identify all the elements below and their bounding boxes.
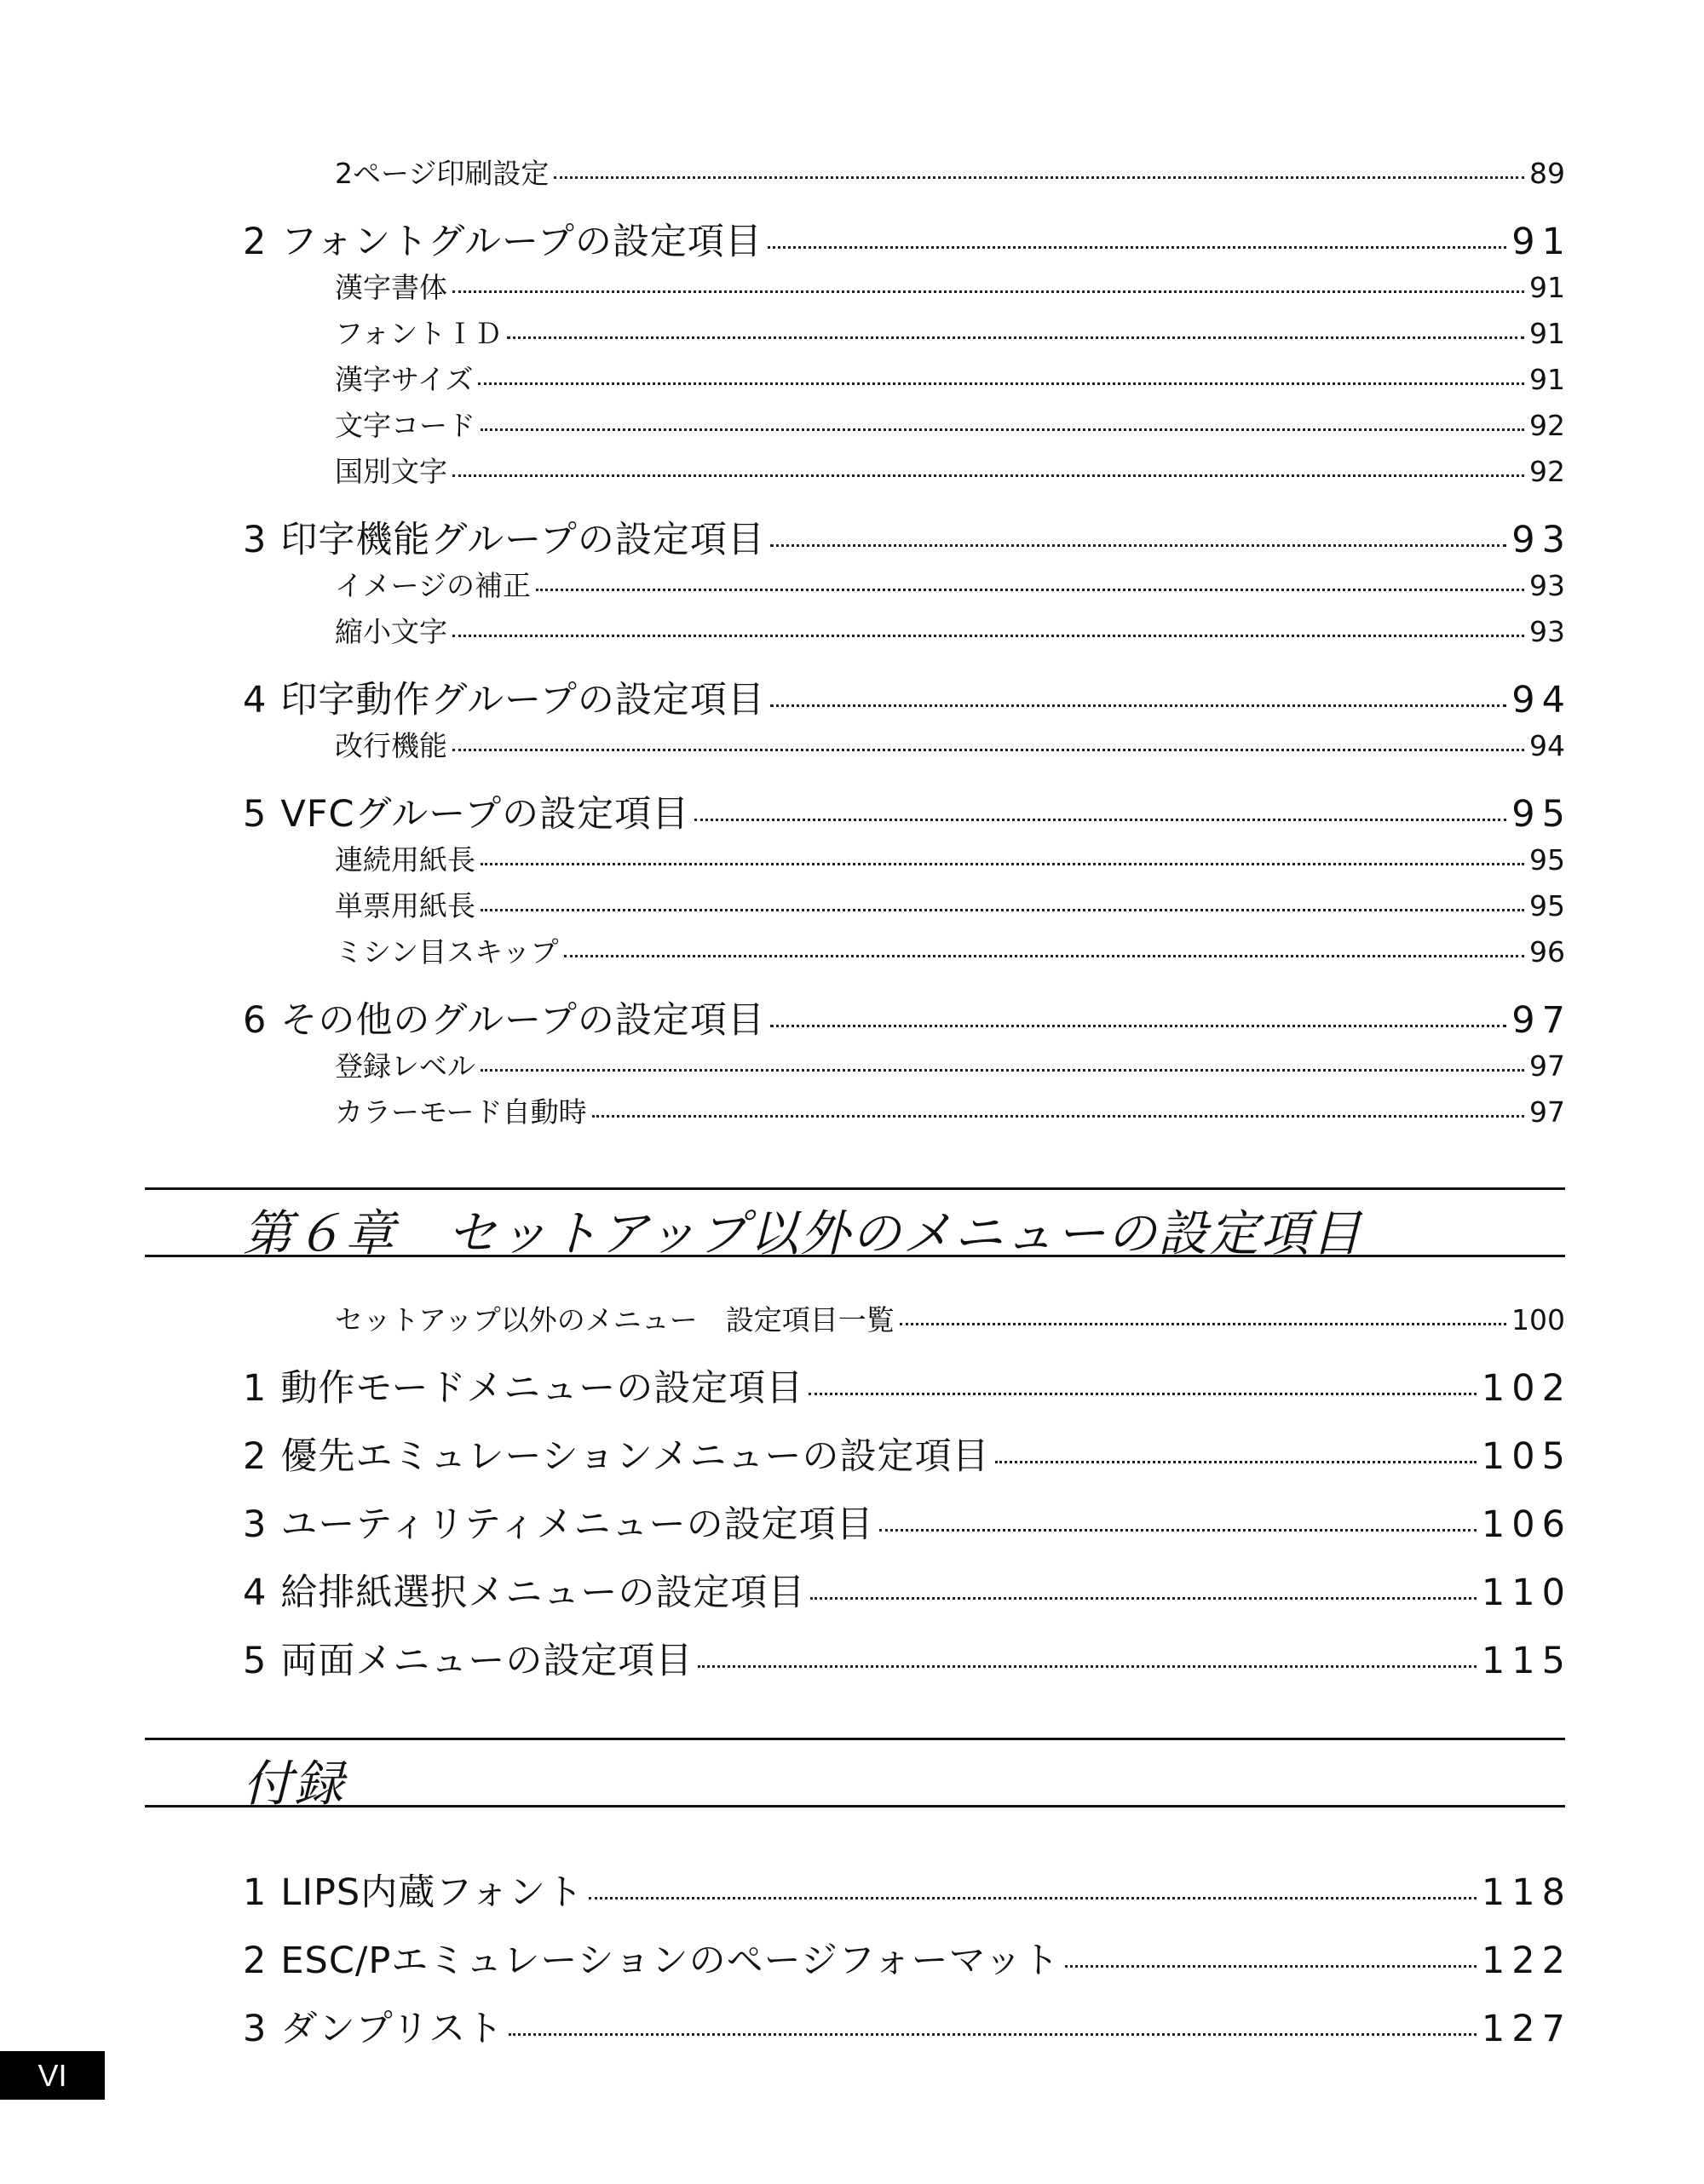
toc-entry-label: 漢字サイズ bbox=[335, 363, 474, 396]
toc-section[interactable] bbox=[243, 785, 1572, 838]
dot-leader bbox=[770, 1025, 1506, 1027]
toc-entry[interactable] bbox=[335, 1298, 1565, 1339]
toc-entry-label: 登録レベル bbox=[335, 1049, 475, 1083]
toc-section-page: 115 bbox=[1481, 1640, 1572, 1682]
toc-section-number: 3 bbox=[243, 1503, 268, 1546]
toc-section-number: 5 bbox=[243, 1640, 268, 1682]
chapter-heading bbox=[145, 1187, 1565, 1262]
toc-section-label: ダンプリスト bbox=[280, 2008, 504, 2050]
toc-entry-page: 95 bbox=[1529, 889, 1565, 922]
dot-leader bbox=[536, 589, 1524, 591]
toc-entry-page: 93 bbox=[1529, 569, 1565, 602]
dot-leader bbox=[694, 819, 1506, 821]
toc-section-label: LIPS内蔵フォント bbox=[280, 1871, 584, 1914]
dot-leader bbox=[554, 176, 1524, 179]
toc-entry-page: 93 bbox=[1529, 615, 1565, 648]
toc-entry[interactable] bbox=[335, 1090, 1565, 1131]
toc-section[interactable] bbox=[243, 1864, 1572, 1917]
dot-leader bbox=[809, 1393, 1477, 1395]
toc-entry-label: 漢字書体 bbox=[335, 271, 447, 304]
dot-leader bbox=[481, 863, 1524, 865]
toc-entry-label: カラーモード自動時 bbox=[335, 1095, 587, 1129]
toc-section-label: 印字機能グループの設定項目 bbox=[280, 519, 765, 561]
toc-entry-label: 国別文字 bbox=[335, 455, 447, 488]
dot-leader bbox=[481, 1069, 1524, 1072]
page-folio: VI bbox=[0, 2051, 105, 2100]
dot-leader bbox=[1065, 1965, 1477, 1968]
toc-section-number: 2 bbox=[243, 1940, 268, 1982]
toc-entry[interactable] bbox=[335, 838, 1565, 879]
dot-leader bbox=[589, 1897, 1477, 1900]
toc-section-page: 102 bbox=[1481, 1367, 1572, 1410]
toc-entry[interactable] bbox=[335, 266, 1565, 307]
toc-entry-label: 単票用紙長 bbox=[335, 889, 475, 922]
toc-entry-label: 縮小文字 bbox=[335, 615, 447, 648]
toc-entry-page: 94 bbox=[1529, 729, 1565, 762]
toc-entry-label: イメージの補正 bbox=[335, 569, 532, 602]
toc-entry-label: 改行機能 bbox=[335, 729, 447, 762]
toc-entry[interactable] bbox=[335, 358, 1565, 399]
toc-entry[interactable] bbox=[335, 312, 1565, 353]
toc-entry-label: 連続用紙長 bbox=[335, 843, 475, 876]
toc-entry-page: 89 bbox=[1529, 157, 1565, 190]
toc-section-number: 6 bbox=[243, 999, 268, 1042]
toc-entry-label: セットアップ以外のメニュー 設定項目一覧 bbox=[335, 1303, 895, 1336]
toc-section-page: 127 bbox=[1481, 2008, 1572, 2050]
toc-entry-label: 文字コード bbox=[335, 409, 475, 442]
toc-entry[interactable] bbox=[335, 1044, 1565, 1085]
toc-section[interactable] bbox=[243, 1496, 1572, 1549]
toc-entry-label: フォントＩＤ bbox=[335, 317, 503, 350]
dot-leader bbox=[481, 428, 1524, 431]
toc-section-label: 優先エミュレーションメニューの設定項目 bbox=[280, 1435, 990, 1478]
toc-section-label: 印字動作グループの設定項目 bbox=[280, 679, 765, 721]
toc-section-number: 2 bbox=[243, 221, 268, 263]
dot-leader bbox=[770, 544, 1506, 547]
toc-section-label: 動作モードメニューの設定項目 bbox=[280, 1367, 804, 1410]
toc-entry-page: 91 bbox=[1529, 317, 1565, 350]
dot-leader bbox=[452, 635, 1524, 637]
toc-section-page: 95 bbox=[1511, 793, 1572, 836]
toc-entry-page: 92 bbox=[1529, 409, 1565, 442]
toc-section[interactable] bbox=[243, 1359, 1572, 1412]
chapter-title: 第６章 セットアップ以外のメニューの設定項目 bbox=[243, 1204, 1363, 1262]
toc-section-number: 4 bbox=[243, 679, 268, 721]
dot-leader bbox=[879, 1529, 1477, 1532]
toc-entry-label: ミシン目スキップ bbox=[335, 935, 559, 968]
toc-section-label: 両面メニューの設定項目 bbox=[280, 1640, 694, 1682]
toc-entry[interactable] bbox=[335, 884, 1565, 925]
dot-leader bbox=[564, 955, 1524, 957]
toc-section-label: その他のグループの設定項目 bbox=[280, 999, 765, 1042]
toc-section-label: ユーティリティメニューの設定項目 bbox=[280, 1503, 874, 1546]
toc-section-page: 106 bbox=[1481, 1503, 1572, 1546]
toc-section-page: 122 bbox=[1481, 1940, 1572, 1982]
toc-section[interactable] bbox=[243, 671, 1572, 724]
toc-section[interactable] bbox=[243, 1632, 1572, 1685]
toc-section-number: 3 bbox=[243, 2008, 268, 2050]
toc-entry-page: 100 bbox=[1511, 1303, 1565, 1336]
toc-section-number: 1 bbox=[243, 1367, 268, 1410]
toc-section[interactable] bbox=[243, 511, 1572, 564]
dot-leader bbox=[509, 2033, 1477, 2036]
toc-section-number: 1 bbox=[243, 1871, 268, 1914]
toc-section-page: 93 bbox=[1511, 519, 1572, 561]
dot-leader bbox=[507, 336, 1524, 339]
toc-section-page: 118 bbox=[1481, 1871, 1572, 1914]
toc-section-page: 91 bbox=[1511, 221, 1572, 263]
appendix-heading bbox=[145, 1738, 1565, 1813]
dot-leader bbox=[995, 1461, 1477, 1463]
toc-entry-page: 95 bbox=[1529, 843, 1565, 876]
toc-section[interactable] bbox=[243, 213, 1572, 266]
toc-section-number: 5 bbox=[243, 793, 268, 836]
toc-section-label: フォントグループの設定項目 bbox=[280, 221, 763, 263]
dot-leader bbox=[481, 909, 1524, 911]
toc-section-number: 4 bbox=[243, 1572, 268, 1614]
toc-entry[interactable] bbox=[335, 404, 1565, 445]
dot-leader bbox=[452, 290, 1524, 293]
toc-section-label: VFCグループの設定項目 bbox=[280, 793, 690, 836]
toc-section-label: 給排紙選択メニューの設定項目 bbox=[280, 1572, 806, 1614]
toc-entry-page: 97 bbox=[1529, 1095, 1565, 1129]
toc-section-page: 110 bbox=[1481, 1572, 1572, 1614]
toc-entry-page: 91 bbox=[1529, 271, 1565, 304]
toc-entry[interactable] bbox=[335, 450, 1565, 491]
dot-leader bbox=[452, 749, 1524, 751]
appendix-title: 付録 bbox=[243, 1755, 346, 1813]
dot-leader bbox=[592, 1115, 1524, 1118]
dot-leader bbox=[900, 1323, 1506, 1325]
toc-entry-page: 97 bbox=[1529, 1049, 1565, 1083]
toc-section-number: 3 bbox=[243, 519, 268, 561]
toc-section[interactable] bbox=[243, 991, 1572, 1044]
toc-entry-page: 92 bbox=[1529, 455, 1565, 488]
toc-entry[interactable] bbox=[335, 564, 1565, 605]
toc-section-label: ESC/Pエミュレーションのページフォーマット bbox=[280, 1940, 1060, 1982]
toc-section[interactable] bbox=[243, 1932, 1572, 1985]
toc-entry-page: 96 bbox=[1529, 935, 1565, 968]
dot-leader bbox=[478, 382, 1524, 385]
toc-section-page: 94 bbox=[1511, 679, 1572, 721]
dot-leader bbox=[698, 1665, 1477, 1668]
toc-entry[interactable] bbox=[335, 930, 1565, 971]
toc-section[interactable] bbox=[243, 2000, 1572, 2053]
dot-leader bbox=[810, 1597, 1477, 1600]
toc-entry[interactable] bbox=[335, 724, 1565, 765]
toc-entry[interactable] bbox=[335, 152, 1565, 193]
toc-section[interactable] bbox=[243, 1564, 1572, 1617]
dot-leader bbox=[452, 474, 1524, 477]
toc-entry[interactable] bbox=[335, 610, 1565, 651]
toc-section-page: 105 bbox=[1481, 1435, 1572, 1478]
dot-leader bbox=[770, 704, 1506, 707]
toc-entry-page: 91 bbox=[1529, 363, 1565, 396]
dot-leader bbox=[768, 246, 1506, 249]
toc-section-number: 2 bbox=[243, 1435, 268, 1478]
toc-entry-label: 2ページ印刷設定 bbox=[335, 157, 550, 190]
toc-section-page: 97 bbox=[1511, 999, 1572, 1042]
toc-section[interactable] bbox=[243, 1428, 1572, 1480]
